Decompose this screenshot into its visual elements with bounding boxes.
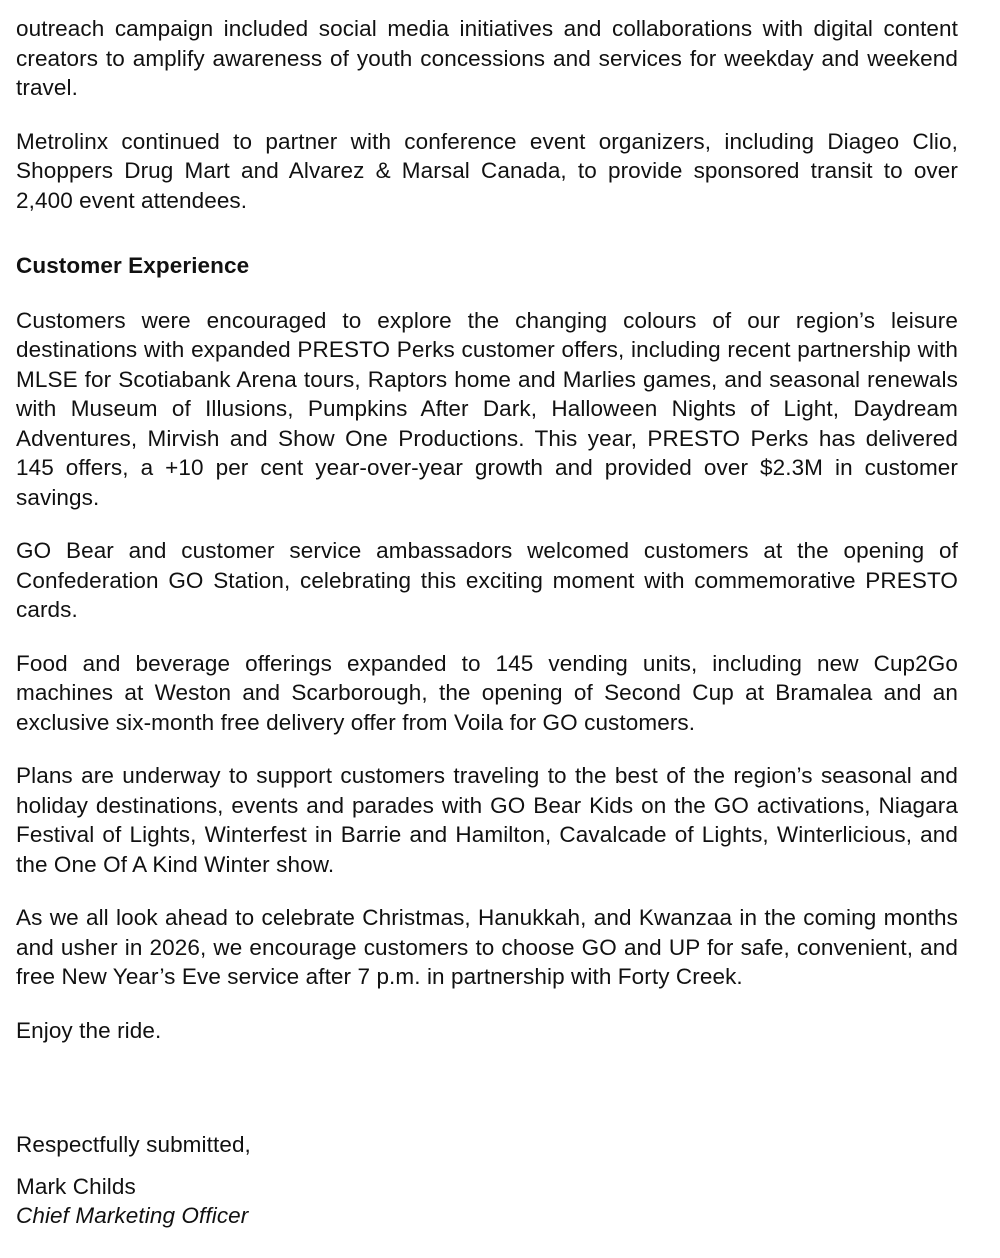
- paragraph-go-bear: GO Bear and customer service ambassadors welcomed customers at the opening of Confederation GO Station, celebrating this exciting moment with commemorative PRESTO cards.: [16, 538, 958, 622]
- paragraph-event-organizers: Metrolinx continued to partner with conference event organizers, including Diageo Clio, Shoppers Drug Mart and Alvarez & Marsal Canada, to provide sponsored transit to over 2,400 event attendees.: [16, 128, 958, 213]
- sign-off: Respectfully submitted,: [16, 1132, 251, 1157]
- paragraph-outreach: outreach campaign included social media initiatives and collaborations with digital content creators to amplify awareness of youth concessions and services for weekday and weekend travel.: [16, 16, 958, 100]
- document-page: [16, 14, 958, 1231]
- section-heading-customer-experience: Customer Experience: [16, 253, 250, 278]
- signature-block: [16, 1130, 958, 1231]
- closing-line: Enjoy the ride.: [16, 1017, 162, 1043]
- signatory-name: Mark Childs: [16, 1173, 136, 1199]
- signatory-title: Chief Marketing Officer: [16, 1203, 249, 1228]
- paragraph-food-beverage: Food and beverage offerings expanded to 145 vending units, including new Cup2Go machines at Weston and Scarborough, the opening of Second Cup at Bramalea and an exclusive six-month free delivery offer from Voila for GO customers.: [16, 650, 958, 735]
- paragraph-seasonal-plans: Plans are underway to support customers traveling to the best of the region’s seasonal and holiday destinations, events and parades with GO Bear Kids on the GO activations, Niagara Festival of Lights, Winterfest in Barrie and Hamilton, Cavalcade of Lights, Winterlicious, and the One Of A Kind Winter show.: [16, 763, 958, 877]
- paragraph-holiday-service: As we all look ahead to celebrate Christmas, Hanukkah, and Kwanzaa in the coming months and usher in 2026, we encourage customers to choose GO and UP for safe, convenient, and free New Year’s Eve service after 7 p.m. in partnership with Forty Creek.: [16, 905, 958, 989]
- paragraph-presto-perks: Customers were encouraged to explore the changing colours of our region’s leisure destinations with expanded PRESTO Perks customer offers, including recent partnership with MLSE for Scotiabank Arena tours, Raptors home and Marlies games, and seasonal renewals with Museum of Illusions, Pumpkins After Dark, Halloween Nights of Light, Daydream Adventures, Mirvish and Show One Productions. This year, PRESTO Perks has delivered 145 offers, a +10 per cent year-over-year growth and provided over $2.3M in customer savings.: [16, 307, 958, 510]
